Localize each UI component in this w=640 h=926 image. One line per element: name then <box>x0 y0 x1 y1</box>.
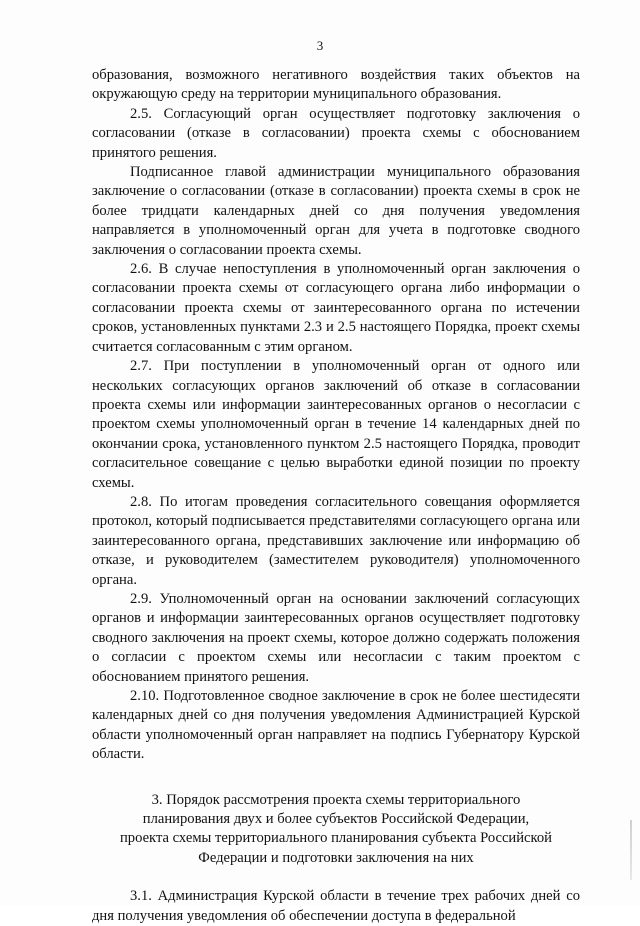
paragraph-signed-conclusion: Подписанное главой администрации муниципального образования заключение о согласовании (отказе в согласовании) проекта схемы в срок не более тридцати календарных дней со дня получения уведомления направляется в уполномоченный орган для учета в подготовке сводного заключения о согласовании проекта схемы. <box>92 164 580 258</box>
paragraph-2-5: 2.5. Согласующий орган осуществляет подготовку заключения о согласовании (отказе в согласовании) проекта схемы с обоснованием принятого решения. <box>92 105 580 161</box>
section-heading-line: Федерации и подготовки заключения на них <box>198 849 474 866</box>
section-heading-line: планирования двух и более субъектов Российской Федерации, <box>142 811 530 828</box>
paragraph-2-7: 2.7. При поступлении в уполномоченный орган от одного или нескольких согласующих органов заключений об отказе в согласовании проекта схемы или информации заинтересованных органов о несогласии с проектом схемы уполномоченный орган в течение 14 календарных дней по окончании срока, установленного пунктом 2.5 настоящего Порядка, проводит согласительное совещание с целью выработки единой позиции по проекту схемы. <box>92 358 580 491</box>
document-body <box>92 66 580 926</box>
page-number: 3 <box>316 38 324 53</box>
paragraph-2-6: 2.6. В случае непоступления в уполномоченный орган заключения о согласовании проекта схемы от согласующего органа либо информации о согласовании проекта схемы от заинтересованного органа по истечении сроков, установленных пунктами 2.3 и 2.5 настоящего Порядка, проект схемы считается согласованным с этим органом. <box>92 261 580 355</box>
section-heading-line: проекта схемы территориального планирования субъекта Российской <box>119 830 552 847</box>
paragraph-2-8: 2.8. По итогам проведения согласительного совещания оформляется протокол, который подписывается представителями согласующего органа или заинтересованного органа, представивших заключение или информацию об отказе, и руководителем (заместителем руководителя) уполномоченного органа. <box>92 493 580 588</box>
section-3-heading <box>92 791 580 869</box>
paragraph-continuation: образования, возможного негативного воздействия таких объектов на окружающую среду на территории муниципального образования. <box>92 67 580 103</box>
scan-edge-artifact <box>630 820 632 880</box>
section-heading-line: 3. Порядок рассмотрения проекта схемы территориального <box>151 791 521 808</box>
paragraph-2-9: 2.9. Уполномоченный орган на основании заключений согласующих органов и информации заинтересованных органов осуществляет подготовку сводного заключения на проект схемы, которое должно содержать положения о согласии с проектом схемы или несогласии с таким проектом с обоснованием принятого решения. <box>92 590 580 685</box>
paragraph-3-1: 3.1. Администрация Курской области в течение трех рабочих дней со дня получения уведомления об обеспечении доступа в федеральной <box>92 888 580 924</box>
paragraph-2-10: 2.10. Подготовленное сводное заключение в срок не более шестидесяти календарных дней со дня получения уведомления Администрацией Курской области уполномоченный орган направляет на подпись Губернатору Курской области. <box>92 688 580 763</box>
